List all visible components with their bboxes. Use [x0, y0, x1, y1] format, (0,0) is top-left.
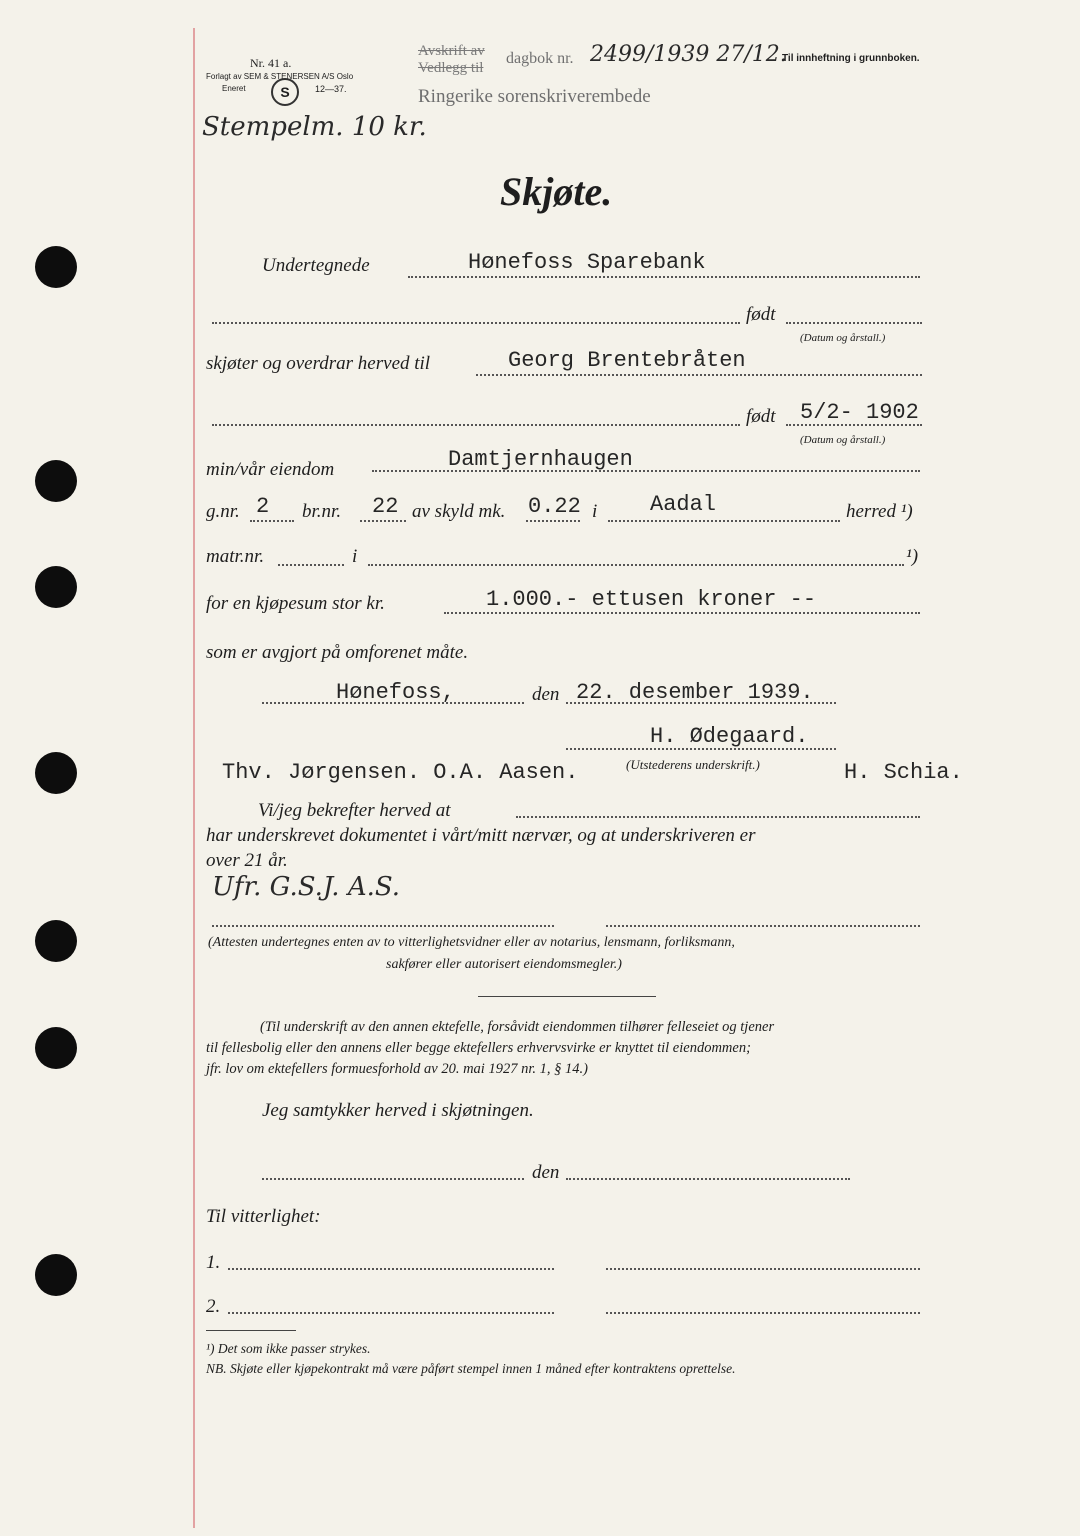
skyld-line	[526, 520, 580, 522]
attest-line-1: Vi/jeg bekrefter herved at	[258, 800, 451, 821]
price-line	[444, 612, 920, 614]
attest-sign-line-2	[606, 925, 920, 927]
witness-2-label: 2.	[206, 1296, 221, 1317]
punch-hole	[35, 460, 77, 502]
punch-hole	[35, 920, 77, 962]
i-label: i	[592, 501, 598, 522]
attest-initials: Ufr. G.S.J. A.S.	[212, 872, 401, 902]
herred-label: herred ¹)	[846, 501, 913, 522]
footnote-2: NB. Skjøte eller kjøpekontrakt må være påført stempel innen 1 måned efter kontraktens oprettelse.	[206, 1361, 736, 1376]
brnr-value: 22	[372, 494, 399, 519]
publisher-line: Forlagt av SEM & STENERSEN A/S Oslo	[206, 72, 354, 81]
signer2-value: H. Schia.	[844, 760, 963, 785]
stamp-copy-of: Avskrift av	[418, 43, 485, 59]
witness-1-line	[228, 1268, 554, 1270]
matr-label: matr.nr.	[206, 546, 265, 567]
punch-hole	[35, 1027, 77, 1069]
divider	[478, 996, 656, 997]
date-value: 22. desember 1939.	[576, 680, 814, 705]
punch-hole	[35, 566, 77, 608]
municipality-value: Aadal	[650, 492, 717, 517]
born-line-1	[212, 322, 740, 324]
spouse-place-line	[262, 1178, 524, 1180]
gnr-value: 2	[256, 494, 270, 519]
office-name: Ringerike sorenskriverembede	[418, 86, 651, 107]
witness-2-address-line	[606, 1312, 920, 1314]
consent-label: Jeg samtykker herved i skjøtningen.	[262, 1100, 534, 1121]
punch-hole	[35, 752, 77, 794]
undersigned-line	[408, 276, 920, 278]
born-label-1: født	[746, 304, 776, 325]
spouse-line-1: (Til underskrift av den annen ektefelle, forsåvidt eiendommen tilhører felleseiet og tjener	[260, 1019, 775, 1035]
witness-2-line	[228, 1312, 554, 1314]
footnote-rule	[206, 1330, 296, 1331]
margin-rule	[193, 28, 195, 1528]
gnr-label: g.nr.	[206, 501, 240, 522]
matr-i-label: i	[352, 546, 358, 567]
witness-1-label: 1.	[206, 1252, 221, 1273]
spouse-line-3: jfr. lov om ektefellers formuesforhold av 20. mai 1927 nr. 1, § 14.)	[206, 1061, 588, 1077]
attest-line-2: har underskrevet dokumentet i vårt/mitt nærvær, og at underskriveren er	[206, 825, 756, 846]
date-hint-1: (Datum og årstall.)	[800, 332, 886, 344]
undersigned-value: Hønefoss Sparebank	[468, 250, 706, 275]
municipality-line	[608, 520, 840, 522]
matr-line	[278, 564, 344, 566]
stamp-attachment: Vedlegg til	[418, 60, 484, 76]
brnr-label: br.nr.	[302, 501, 342, 522]
witness-label: Til vitterlighet:	[206, 1206, 321, 1227]
footnote-1: ¹) Det som ikke passer strykes.	[206, 1341, 371, 1356]
publisher-logo: S	[271, 78, 299, 106]
buyer-line	[476, 374, 922, 376]
skyld-label: av skyld mk.	[412, 501, 506, 522]
stamp-fee: Stempelm. 10 kr.	[202, 112, 427, 142]
register-note: Til innheftning i grunnboken.	[782, 53, 920, 64]
page-title: Skjøte.	[500, 169, 613, 214]
date-hint-2: (Datum og årstall.)	[800, 434, 886, 446]
buyer-value: Georg Brentebråten	[508, 348, 746, 373]
property-label: min/vår eiendom	[206, 459, 335, 480]
matr-place-line	[368, 564, 904, 566]
witnesses-value: Thv. Jørgensen. O.A. Aasen.	[222, 760, 579, 785]
date-den-label: den	[532, 684, 560, 705]
undersigned-label: Undertegnede	[262, 255, 370, 276]
edition-label: 12—37.	[315, 84, 347, 94]
form-number: Nr. 41 a.	[250, 56, 292, 70]
signer-hint: (Utstederens underskrift.)	[626, 757, 760, 772]
born-line-2	[212, 424, 740, 426]
buyer-born-value: 5/2- 1902	[800, 400, 919, 425]
price-value: 1.000.- ettusen kroner --	[486, 587, 817, 612]
punch-hole	[35, 246, 77, 288]
born-label-2: født	[746, 406, 776, 427]
skyld-value: 0.22	[528, 494, 581, 519]
transfer-label: skjøter og overdrar herved til	[206, 353, 431, 374]
settled-label: som er avgjort på omforenet måte.	[206, 642, 469, 663]
gnr-line	[250, 520, 294, 522]
property-value: Damtjernhaugen	[448, 447, 633, 472]
dagbok-number: 2499/1939 27/12.	[590, 42, 787, 67]
signer-value: H. Ødegaard.	[650, 724, 809, 749]
attest-note-1: (Attesten undertegnes enten av to vitterlighetsvidner eller av notarius, lensmann, forliksmann,	[208, 935, 735, 950]
attest-line-3: over 21 år.	[206, 850, 288, 871]
attest-sign-line-1	[212, 925, 554, 927]
punch-hole	[35, 1254, 77, 1296]
rights-label: Eneret	[222, 84, 246, 93]
witness-1-address-line	[606, 1268, 920, 1270]
matr-footnote: ¹)	[906, 546, 919, 567]
stamp-dagbok: dagbok nr.	[506, 50, 574, 67]
spouse-date-line	[566, 1178, 850, 1180]
spouse-line-2: til fellesbolig eller den annens eller begge ektefellers erhvervsvirke er knyttet til eiendommen;	[206, 1040, 751, 1056]
price-label: for en kjøpesum stor kr.	[206, 593, 385, 614]
attest-name-line	[516, 816, 920, 818]
spouse-den-label: den	[532, 1162, 560, 1183]
brnr-line	[360, 520, 406, 522]
born-date-line-1	[786, 322, 922, 324]
attest-note-2: sakfører eller autorisert eiendomsmegler.)	[386, 957, 622, 972]
place-value: Hønefoss,	[336, 680, 455, 705]
